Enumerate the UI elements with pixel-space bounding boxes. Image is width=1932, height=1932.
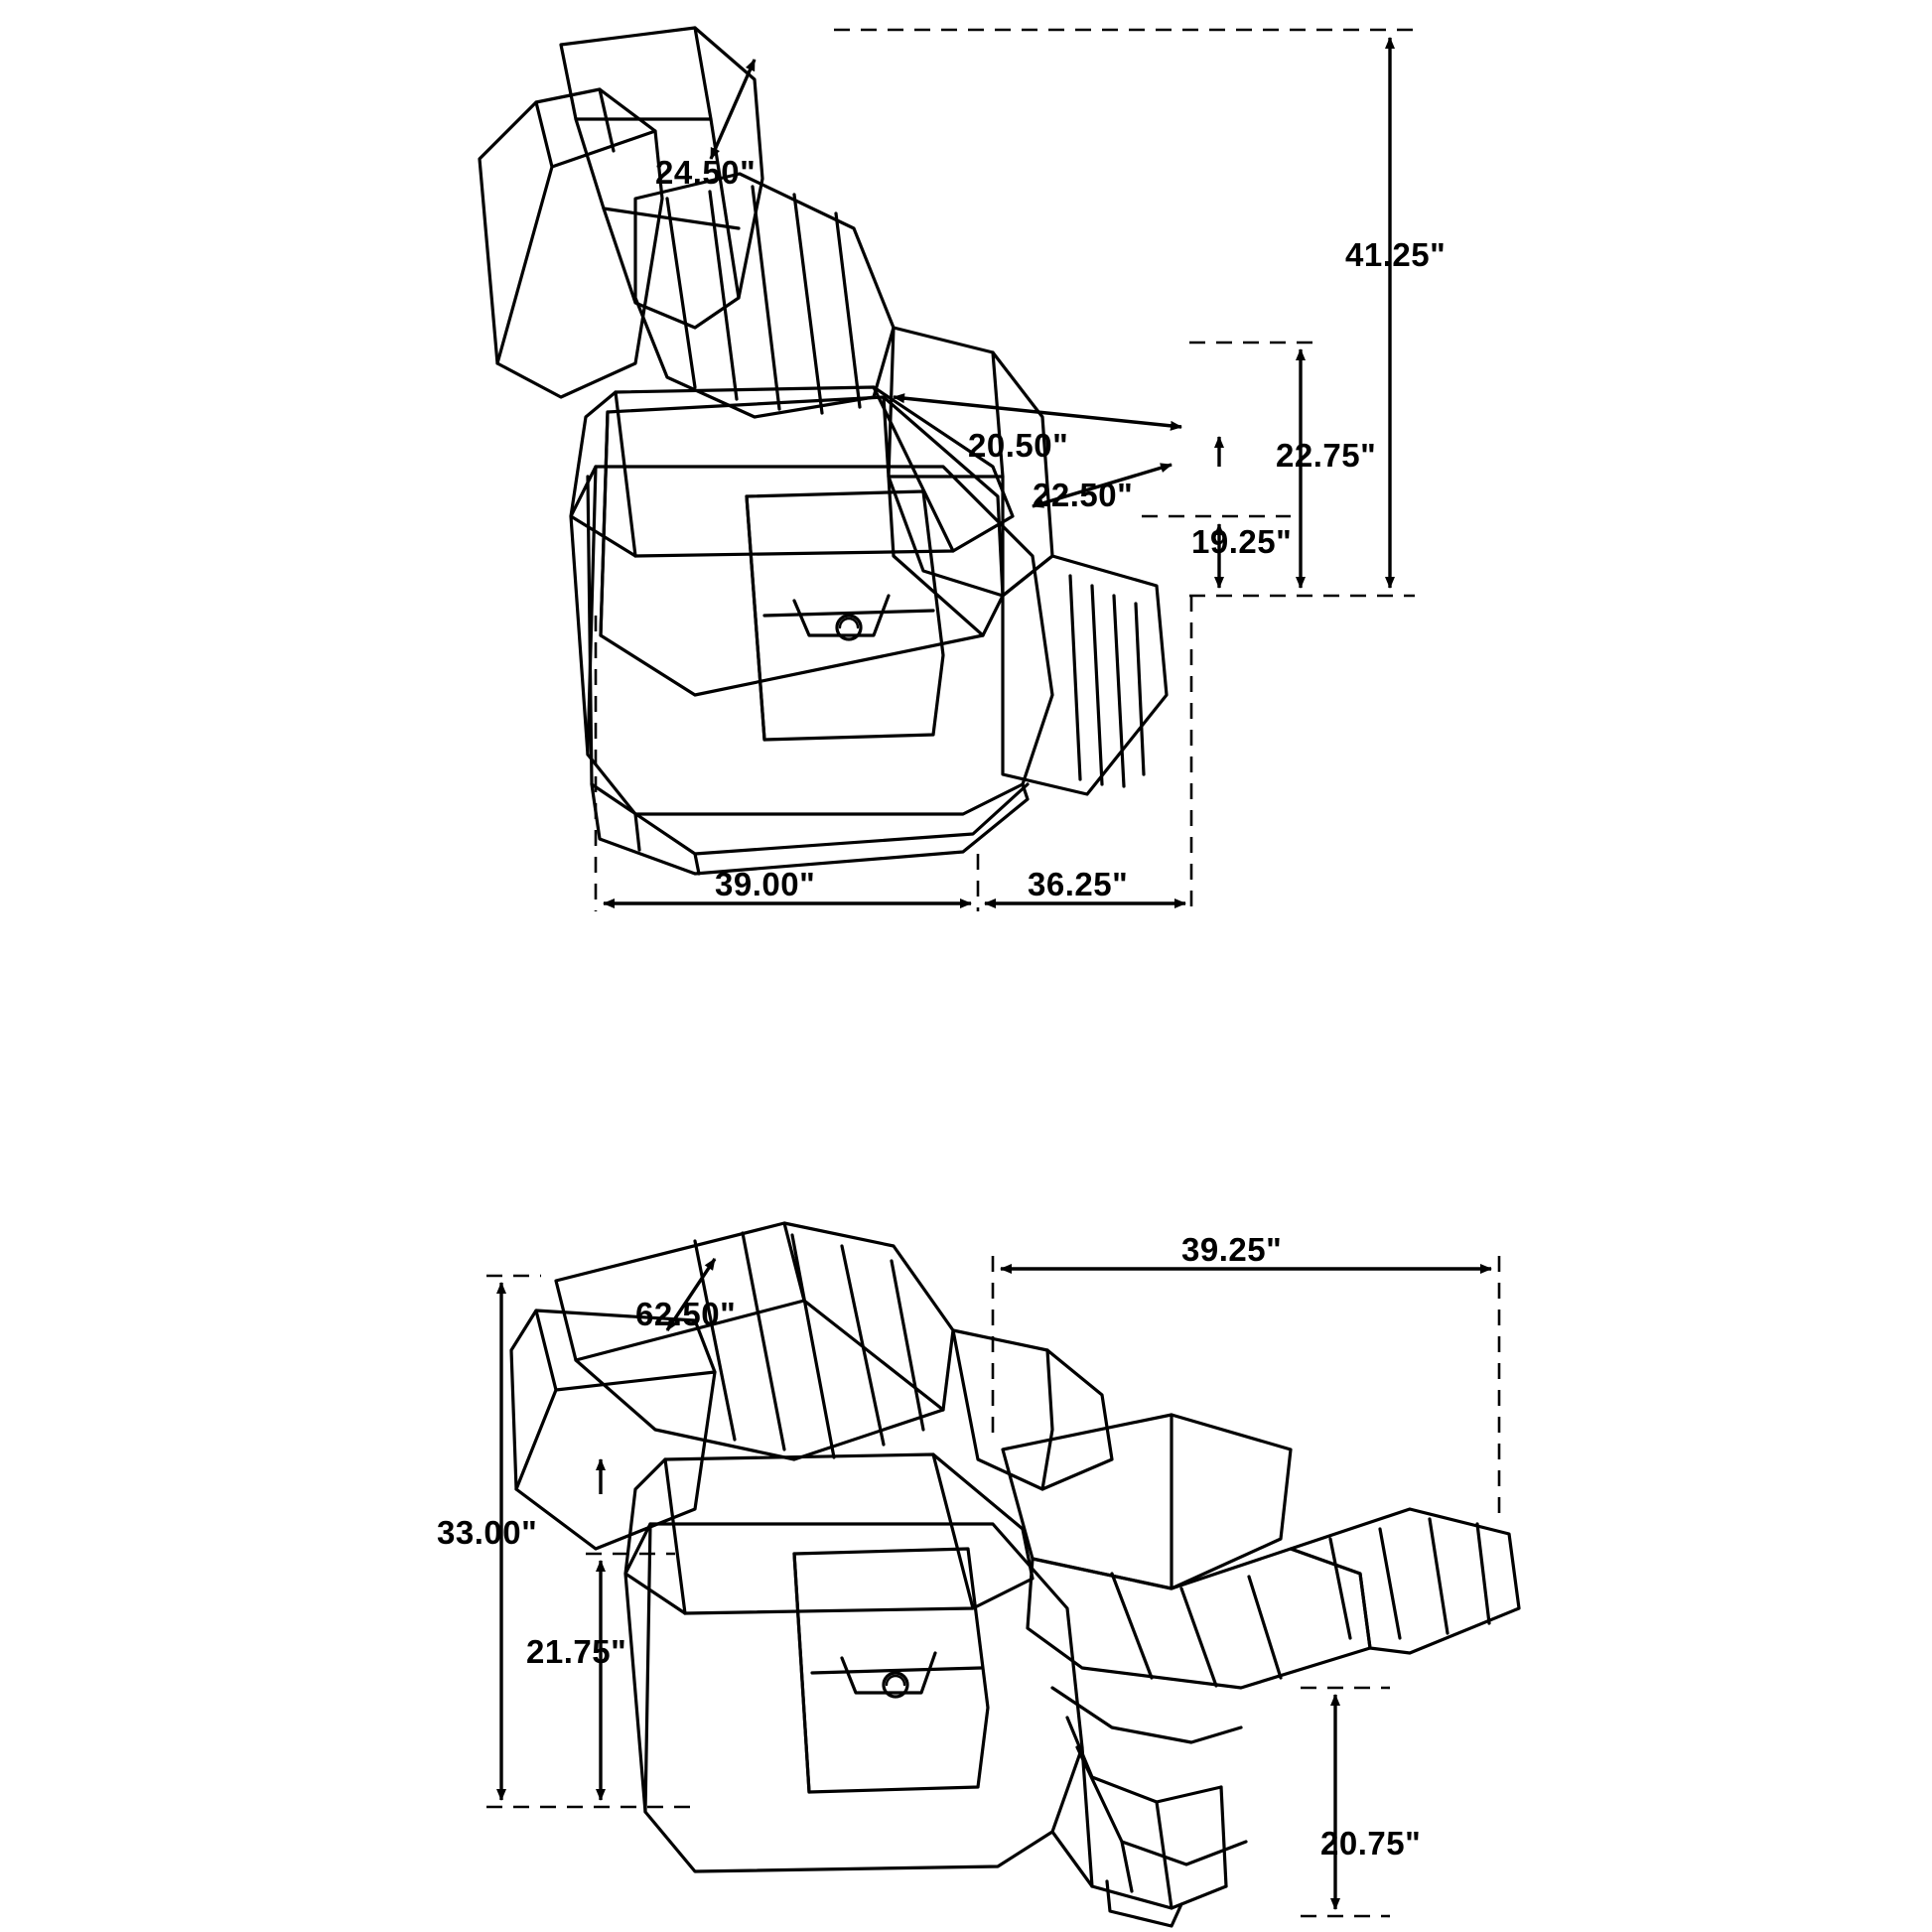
dim-label-seat-height: 19.25" — [1191, 523, 1293, 560]
dim-label-footrest-height: 20.75" — [1320, 1825, 1422, 1862]
dim-label-overall-depth: 36.25" — [1028, 866, 1129, 902]
dim-label-reclined-height: 33.00" — [437, 1514, 538, 1551]
dim-label-seat-width: 22.50" — [1033, 477, 1134, 513]
dim-label-overall-width: 39.00" — [715, 866, 816, 902]
dim-label-overall-height: 41.25" — [1345, 236, 1447, 273]
dim-label-arm-height: 22.75" — [1276, 437, 1377, 474]
dim-label-reclined-seat-height: 21.75" — [526, 1633, 627, 1670]
dim-label-seat-depth: 20.50" — [968, 427, 1069, 464]
dim-label-seat-back-height: 24.50" — [655, 154, 757, 191]
dim-label-reclined-length: 62.50" — [635, 1296, 737, 1332]
reclined-dimension-lines — [486, 1256, 1499, 1916]
dim-label-reclined-width: 39.25" — [1181, 1231, 1283, 1268]
